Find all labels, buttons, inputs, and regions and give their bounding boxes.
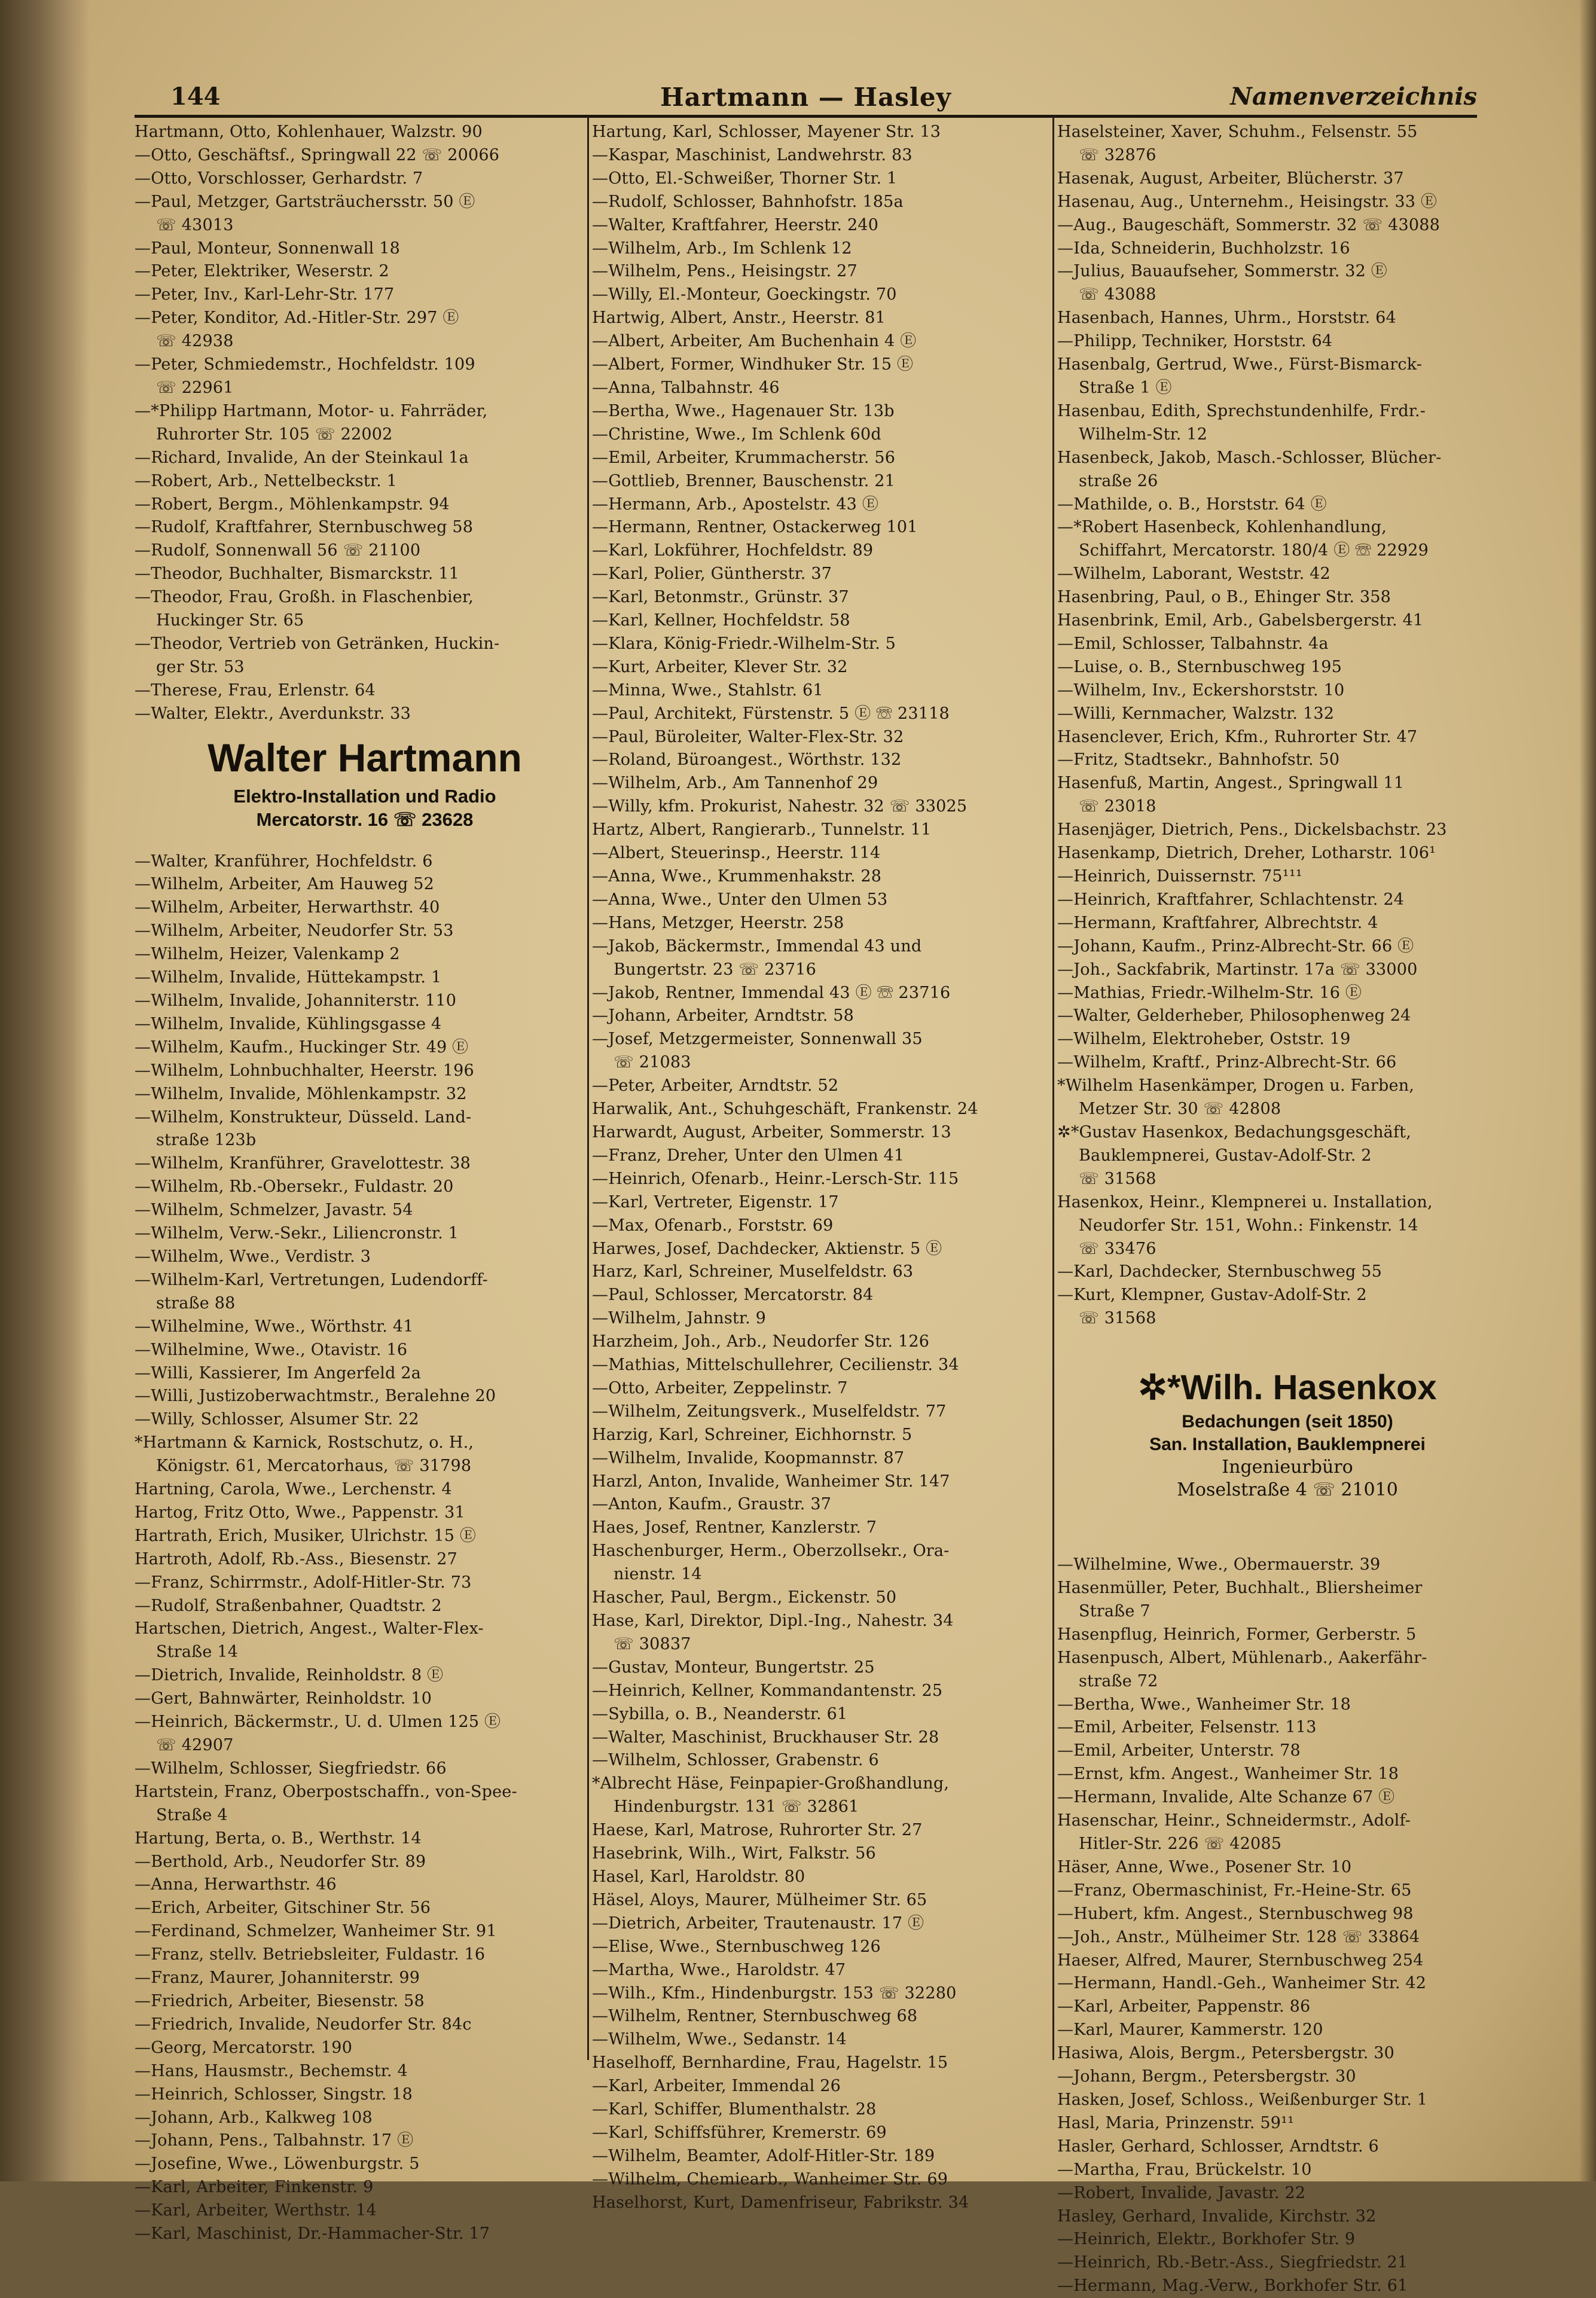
column-2 <box>592 121 1052 2215</box>
directory-entry: ✲*Gustav Hasenkox, Bedachungsgeschäft, <box>1057 1122 1411 1142</box>
directory-entry: —Hermann, Mag.-Verw., Borkhofer Str. 61 <box>1057 2276 1408 2296</box>
directory-entry: —Ernst, kfm. Angest., Wanheimer Str. 18 <box>1057 1765 1399 1784</box>
directory-entry: *Hartmann & Karnick, Rostschutz, o. H., <box>135 1433 474 1452</box>
directory-entry: —Wilhelm, Pens., Heisingstr. 27 <box>592 262 857 281</box>
directory-entry: Hasenmüller, Peter, Buchhalt., Bliersheimer <box>1057 1579 1423 1598</box>
directory-entry: Haschenburger, Herm., Oberzollsekr., Ora- <box>592 1542 950 1561</box>
directory-entry: —Peter, Arbeiter, Arndtstr. 52 <box>592 1076 839 1095</box>
directory-entry: straße 123b <box>156 1131 257 1150</box>
directory-entry: Hartning, Carola, Wwe., Lerchenstr. 4 <box>135 1480 452 1499</box>
directory-entry: —Emil, Arbeiter, Unterstr. 78 <box>1057 1741 1301 1760</box>
directory-entry: —Wilhelm, Wwe., Verdistr. 3 <box>135 1247 371 1266</box>
directory-entry: —Theodor, Buchhalter, Bismarckstr. 11 <box>135 564 460 584</box>
directory-entry: —Wilhelm, Konstrukteur, Düsseld. Land- <box>135 1107 472 1127</box>
directory-entry: —Wilhelm, Invalide, Hüttekampstr. 1 <box>135 968 442 987</box>
directory-entry: —Paul, Schlosser, Mercatorstr. 84 <box>592 1286 874 1305</box>
directory-entry: —Anna, Talbahnstr. 46 <box>592 378 780 397</box>
directory-entry: —Josef, Metzgermeister, Sonnenwall 35 <box>592 1030 923 1049</box>
directory-entry: Straße 7 <box>1079 1601 1151 1620</box>
directory-entry: —Heinrich, Ofenarb., Heinr.-Lersch-Str. 115 <box>592 1169 959 1188</box>
directory-entry: Hartschen, Dietrich, Angest., Walter-Flex- <box>135 1619 484 1638</box>
directory-entry: Hartung, Karl, Schlosser, Mayener Str. 13 <box>592 123 941 141</box>
directory-entry: —Karl, Lokführer, Hochfeldstr. 89 <box>592 541 874 560</box>
entry-list <box>592 121 1052 2215</box>
directory-entry: —Wilhelm, Verw.-Sekr., Liliencronstr. 1 <box>135 1224 459 1243</box>
directory-entry: —Wilhelm, Schlosser, Siegfriedstr. 66 <box>135 1759 447 1778</box>
directory-entry: ☏ 43013 <box>156 215 234 234</box>
directory-entry: —Emil, Schlosser, Talbahnstr. 4a <box>1057 634 1329 653</box>
directory-entry: —Josefine, Wwe., Löwenburgstr. 5 <box>135 2154 420 2174</box>
directory-entry: —Gottlieb, Brenner, Bauschenstr. 21 <box>592 471 896 490</box>
directory-entry: —Anna, Wwe., Krummenhakstr. 28 <box>592 867 882 886</box>
page-edge-shadow <box>1579 0 1596 2181</box>
directory-entry: —Willi, Kassierer, Im Angerfeld 2a <box>135 1363 422 1383</box>
directory-entry: —Wilhelm, Wwe., Sedanstr. 14 <box>592 2030 847 2049</box>
directory-entry: —Hermann, Handl.-Geh., Wanheimer Str. 42 <box>1057 1974 1427 1993</box>
directory-entry: —Kaspar, Maschinist, Landwehrstr. 83 <box>592 145 913 164</box>
directory-entry: Hartrath, Erich, Musiker, Ulrichstr. 15 Ⓔ <box>135 1526 477 1545</box>
directory-entry: —Wilhelm, Jahnstr. 9 <box>592 1309 767 1328</box>
directory-entry: ger Str. 53 <box>156 657 245 676</box>
directory-entry: straße 88 <box>156 1293 236 1313</box>
directory-entry: Wilhelm-Str. 12 <box>1079 425 1208 444</box>
directory-entry: —Paul, Büroleiter, Walter-Flex-Str. 32 <box>592 727 904 746</box>
directory-entry: Neudorfer Str. 151, Wohn.: Finkenstr. 14 <box>1079 1216 1418 1235</box>
directory-entry: —Martha, Wwe., Haroldstr. 47 <box>592 1960 846 1979</box>
directory-entry: —Heinrich, Kellner, Kommandantenstr. 25 <box>592 1681 943 1700</box>
directory-entry: —*Philipp Hartmann, Motor- u. Fahrräder, <box>135 401 488 420</box>
directory-entry: —Peter, Inv., Karl-Lehr-Str. 177 <box>135 285 395 304</box>
directory-entry: Haselhorst, Kurt, Damenfriseur, Fabrikstr. 34 <box>592 2193 969 2212</box>
directory-entry: straße 26 <box>1079 471 1158 490</box>
directory-entry: *Albrecht Häse, Feinpapier-Großhandlung, <box>592 1774 950 1793</box>
directory-entry: —Hans, Hausmstr., Bechemstr. 4 <box>135 2061 408 2080</box>
directory-entry: Hasenpflug, Heinrich, Former, Gerberstr. 5 <box>1057 1625 1417 1644</box>
directory-entry: Hartroth, Adolf, Rb.-Ass., Biesenstr. 27 <box>135 1549 457 1568</box>
ad-title: Walter Hartmann <box>207 735 522 780</box>
directory-entry: —Walter, Kranführer, Hochfeldstr. 6 <box>135 852 433 871</box>
directory-entry: —Hans, Metzger, Heerstr. 258 <box>592 913 844 932</box>
directory-entry: Hasken, Josef, Schloss., Weißenburger Str. 1 <box>1057 2090 1428 2109</box>
directory-entry: Häser, Anne, Wwe., Posener Str. 10 <box>1057 1857 1352 1876</box>
directory-entry: —Wilhelmine, Wwe., Wörthstr. 41 <box>135 1317 414 1336</box>
directory-entry: —Anna, Wwe., Unter den Ulmen 53 <box>592 890 888 909</box>
directory-entry: —Franz, Obermaschinist, Fr.-Heine-Str. 65 <box>1057 1881 1412 1900</box>
directory-entry: —Johann, Arb., Kalkweg 108 <box>135 2108 373 2127</box>
directory-entry: Hasenkox, Heinr., Klempnerei u. Installation, <box>1057 1192 1433 1211</box>
advertisement-walter-hartmann <box>135 726 595 850</box>
ad-line: San. Installation, Bauklempnerei <box>1149 1435 1426 1455</box>
column-divider <box>1052 117 1054 2060</box>
directory-entry: —Fritz, Stadtsekr., Bahnhofstr. 50 <box>1057 750 1340 770</box>
directory-entry: ☏ 32876 <box>1079 145 1156 164</box>
directory-entry: Hasebrink, Wilh., Wirt, Falkstr. 56 <box>592 1844 876 1863</box>
directory-entry: —Erich, Arbeiter, Gitschiner Str. 56 <box>135 1899 431 1918</box>
directory-entry: Hasenbach, Hannes, Uhrm., Horststr. 64 <box>1057 309 1396 328</box>
directory-entry: Hasenau, Aug., Unternehm., Heisingstr. 33 Ⓔ <box>1057 192 1438 211</box>
directory-entry: —Wilhelm, Zeitungsverk., Muselfeldstr. 77 <box>592 1402 947 1421</box>
directory-entry: —Otto, Vorschlosser, Gerhardstr. 7 <box>135 169 423 188</box>
directory-entry: —Dietrich, Invalide, Reinholdstr. 8 Ⓔ <box>135 1666 444 1685</box>
directory-entry: —Friedrich, Invalide, Neudorfer Str. 84c <box>135 2015 472 2034</box>
directory-entry: —Karl, Schiffer, Blumenthalstr. 28 <box>592 2100 877 2119</box>
entry-list <box>1057 121 1518 1330</box>
directory-entry: —Georg, Mercatorstr. 190 <box>135 2038 353 2057</box>
directory-entry: Bungertstr. 23 ☏ 23716 <box>614 960 817 979</box>
directory-entry: —Gert, Bahnwärter, Reinholdstr. 10 <box>135 1689 432 1708</box>
directory-entry: —Karl, Maurer, Kammerstr. 120 <box>1057 2021 1323 2040</box>
directory-entry: Hartmann, Otto, Kohlenhauer, Walzstr. 90 <box>135 123 483 141</box>
directory-entry: Hasenbeck, Jakob, Masch.-Schlosser, Blücher- <box>1057 448 1442 467</box>
directory-entry: —Richard, Invalide, An der Steinkaul 1a <box>135 448 469 467</box>
directory-entry: —Wilhelm, Invalide, Möhlenkampstr. 32 <box>135 1084 467 1103</box>
directory-entry: —Wilhelm-Karl, Vertretungen, Ludendorff- <box>135 1270 488 1289</box>
directory-entry: —Karl, Arbeiter, Werthstr. 14 <box>135 2201 377 2220</box>
directory-entry: —Friedrich, Arbeiter, Biesenstr. 58 <box>135 1991 425 2010</box>
directory-entry: —Heinrich, Rb.-Betr.-Ass., Siegfriedstr. 21 <box>1057 2253 1408 2272</box>
directory-entry: —Berthold, Arb., Neudorfer Str. 89 <box>135 1852 426 1871</box>
directory-entry: —Albert, Former, Windhuker Str. 15 Ⓔ <box>592 355 914 374</box>
directory-entry: Huckinger Str. 65 <box>156 611 304 630</box>
directory-entry: Hasenbrink, Emil, Arb., Gabelsbergerstr. 41 <box>1057 611 1424 630</box>
directory-entry: —Wilh., Kfm., Hindenburgstr. 153 ☏ 32280 <box>592 1983 957 2003</box>
directory-entry: ☏ 43088 <box>1079 285 1156 304</box>
directory-entry: Straße 14 <box>156 1643 239 1662</box>
directory-entry: Hasler, Gerhard, Schlosser, Arndtstr. 6 <box>1057 2137 1379 2156</box>
directory-entry: —Wilhelm, Beamter, Adolf-Hitler-Str. 189 <box>592 2146 935 2165</box>
directory-entry: Hasenkamp, Dietrich, Dreher, Lotharstr. 106¹ <box>1057 844 1436 863</box>
directory-entry: —Dietrich, Arbeiter, Trautenaustr. 17 Ⓔ <box>592 1914 924 1933</box>
directory-entry: Harwalik, Ant., Schuhgeschäft, Frankenstr. 24 <box>592 1100 978 1119</box>
directory-entry: Harwardt, August, Arbeiter, Sommerstr. 13 <box>592 1122 951 1142</box>
directory-entry: Hindenburgstr. 131 ☏ 32861 <box>614 1797 859 1817</box>
directory-entry: —Wilhelm, Chemiearb., Wanheimer Str. 69 <box>592 2169 948 2189</box>
directory-entry: Hasenclever, Erich, Kfm., Ruhrorter Str. 47 <box>1057 727 1418 746</box>
directory-entry: Straße 1 Ⓔ <box>1079 378 1172 397</box>
header-rule <box>135 115 1477 118</box>
directory-entry: —Paul, Architekt, Fürstenstr. 5 Ⓔ ☏ 23118 <box>592 704 950 723</box>
directory-entry: —Roland, Büroangest., Wörthstr. 132 <box>592 750 902 770</box>
directory-entry: —Karl, Dachdecker, Sternbuschweg 55 <box>1057 1262 1383 1281</box>
directory-entry: —Theodor, Frau, Großh. in Flaschenbier, <box>135 588 474 607</box>
directory-entry: —Karl, Maschinist, Dr.-Hammacher-Str. 17 <box>135 2224 490 2244</box>
directory-entry: —Franz, Maurer, Johanniterstr. 99 <box>135 1969 420 1988</box>
directory-entry: ☏ 31568 <box>1079 1169 1156 1188</box>
entry-list <box>1057 1554 1518 2298</box>
directory-entry: —Wilhelm, Arb., Im Schlenk 12 <box>592 239 852 258</box>
directory-entry: —Wilhelm, Kaufm., Huckinger Str. 49 Ⓔ <box>135 1037 469 1057</box>
directory-entry: —Emil, Arbeiter, Krummacherstr. 56 <box>592 448 896 467</box>
directory-entry: —Johann, Arbeiter, Arndtstr. 58 <box>592 1006 855 1026</box>
directory-entry: Hasenfuß, Martin, Angest., Springwall 11 <box>1057 774 1405 793</box>
directory-entry: Hasl, Maria, Prinzenstr. 59¹¹ <box>1057 2113 1295 2132</box>
directory-entry: ☏ 33476 <box>1079 1239 1156 1258</box>
directory-entry: —Johann, Kaufm., Prinz-Albrecht-Str. 66 Ⓔ <box>1057 936 1414 956</box>
directory-entry: —Therese, Frau, Erlenstr. 64 <box>135 680 376 700</box>
directory-entry: ☏ 23018 <box>1079 797 1156 816</box>
directory-entry: —Hermann, Arb., Apostelstr. 43 Ⓔ <box>592 495 879 514</box>
directory-entry: —Jakob, Bäckermstr., Immendal 43 und <box>592 936 922 956</box>
directory-entry: —Wilhelm, Schlosser, Grabenstr. 6 <box>592 1751 879 1770</box>
directory-entry: —Bertha, Wwe., Wanheimer Str. 18 <box>1057 1695 1351 1714</box>
directory-entry: ☏ 42907 <box>156 1736 234 1754</box>
directory-entry: Hartung, Berta, o. B., Werthstr. 14 <box>135 1829 422 1848</box>
directory-entry: —Karl, Schiffsführer, Kremerstr. 69 <box>592 2123 887 2142</box>
directory-entry: —Peter, Schmiedemstr., Hochfeldstr. 109 <box>135 355 475 374</box>
directory-entry: Harzl, Anton, Invalide, Wanheimer Str. 147 <box>592 1472 950 1491</box>
directory-entry: —Ferdinand, Schmelzer, Wanheimer Str. 91 <box>135 1922 497 1941</box>
directory-entry: —Bertha, Wwe., Hagenauer Str. 13b <box>592 401 895 420</box>
ad-line: Ingenieurbüro <box>1222 1457 1353 1478</box>
directory-entry: —Wilhelm, Kraftf., Prinz-Albrecht-Str. 66 <box>1057 1053 1397 1072</box>
directory-entry: —Wilhelm, Invalide, Koopmannstr. 87 <box>592 1448 905 1467</box>
directory-entry: —Klara, König-Friedr.-Wilhelm-Str. 5 <box>592 634 896 653</box>
directory-entry: ☏ 30837 <box>614 1634 691 1653</box>
directory-entry: Hasiwa, Alois, Bergm., Petersbergstr. 30 <box>1057 2044 1395 2063</box>
directory-entry: —Willi, Justizoberwachtmstr., Beralehne 20 <box>135 1387 496 1406</box>
directory-entry: —Minna, Wwe., Stahlstr. 61 <box>592 680 823 700</box>
directory-entry: ☏ 21083 <box>614 1053 691 1072</box>
entry-list <box>135 850 595 2246</box>
ad-line: Moselstraße 4 ☏ 21010 <box>1177 1479 1398 1501</box>
directory-entry: Harzig, Karl, Schreiner, Eichhornstr. 5 <box>592 1425 913 1444</box>
directory-entry: —Mathias, Mittelschullehrer, Cecilienstr. 34 <box>592 1356 959 1375</box>
directory-entry: Harwes, Josef, Dachdecker, Aktienstr. 5 Ⓔ <box>592 1239 942 1258</box>
directory-entry: Hitler-Str. 226 ☏ 42085 <box>1079 1835 1282 1853</box>
column-1 <box>135 121 595 2246</box>
directory-entry: —Luise, o. B., Sternbuschweg 195 <box>1057 657 1342 676</box>
directory-entry: —Wilhelm, Rentner, Sternbuschweg 68 <box>592 2007 918 2026</box>
directory-entry: —Theodor, Vertrieb von Getränken, Huckin- <box>135 634 500 653</box>
directory-entry: —Aug., Baugeschäft, Sommerstr. 32 ☏ 43088 <box>1057 215 1441 234</box>
directory-entry: —Willy, kfm. Prokurist, Nahestr. 32 ☏ 33025 <box>592 797 968 816</box>
directory-entry: Bauklempnerei, Gustav-Adolf-Str. 2 <box>1079 1146 1372 1165</box>
directory-entry: —Christine, Wwe., Im Schlenk 60d <box>592 425 881 444</box>
directory-entry: —Peter, Elektriker, Weserstr. 2 <box>135 262 389 281</box>
directory-entry: —Wilhelm, Kranführer, Gravelottestr. 38 <box>135 1154 471 1173</box>
directory-entry: nienstr. 14 <box>614 1565 702 1584</box>
directory-entry: Hasenjäger, Dietrich, Pens., Dickelsbachstr. 23 <box>1057 820 1447 840</box>
directory-entry: —Max, Ofenarb., Forststr. 69 <box>592 1216 834 1235</box>
directory-entry: —Walter, Maschinist, Bruckhauser Str. 28 <box>592 1728 939 1747</box>
page-header <box>135 83 1477 114</box>
directory-entry: —Franz, Dreher, Unter den Ulmen 41 <box>592 1146 905 1165</box>
directory-entry: —Wilhelm, Arbeiter, Herwarthstr. 40 <box>135 898 440 917</box>
directory-entry: Straße 4 <box>156 1805 228 1824</box>
directory-entry: Haselsteiner, Xaver, Schuhm., Felsenstr. 55 <box>1057 123 1418 141</box>
directory-entry: Hartz, Albert, Rangierarb., Tunnelstr. 11 <box>592 820 932 840</box>
directory-entry: —Kurt, Klempner, Gustav-Adolf-Str. 2 <box>1057 1286 1367 1305</box>
page-running-title: Hartmann — Hasley <box>660 83 952 112</box>
directory-entry: —Karl, Vertreter, Eigenstr. 17 <box>592 1192 839 1211</box>
directory-entry: —Elise, Wwe., Sternbuschweg 126 <box>592 1937 881 1956</box>
directory-entry: —Paul, Monteur, Sonnenwall 18 <box>135 239 400 258</box>
directory-entry: —Albert, Steuerinsp., Heerstr. 114 <box>592 844 881 863</box>
directory-entry: Hasenbau, Edith, Sprechstundenhilfe, Frdr.- <box>1057 401 1426 420</box>
directory-entry: —Karl, Kellner, Hochfeldstr. 58 <box>592 611 850 630</box>
directory-entry: —Sybilla, o. B., Neanderstr. 61 <box>592 1704 848 1723</box>
directory-entry: —Wilhelm, Lohnbuchhalter, Heerstr. 196 <box>135 1061 474 1080</box>
directory-entry: —Wilhelm, Elektroheber, Oststr. 19 <box>1057 1030 1351 1049</box>
page-number: 144 <box>170 83 221 111</box>
directory-entry: —Wilhelm, Inv., Eckershorststr. 10 <box>1057 680 1345 700</box>
directory-entry: Hasley, Gerhard, Invalide, Kirchstr. 32 <box>1057 2207 1377 2226</box>
directory-entry: —Franz, stellv. Betriebsleiter, Fuldastr. 16 <box>135 1945 486 1964</box>
directory-entry: Haese, Karl, Matrose, Ruhrorter Str. 27 <box>592 1821 923 1840</box>
directory-entry: —Hermann, Rentner, Ostackerweg 101 <box>592 518 918 537</box>
directory-entry: —Wilhelm, Arbeiter, Neudorfer Str. 53 <box>135 921 454 941</box>
directory-entry: —Wilhelmine, Wwe., Obermauerstr. 39 <box>1057 1555 1381 1574</box>
directory-entry: —Mathias, Friedr.-Wilhelm-Str. 16 Ⓔ <box>1057 983 1362 1002</box>
directory-entry: *Wilhelm Hasenkämper, Drogen u. Farben, <box>1057 1076 1415 1095</box>
directory-entry: ☏ 22961 <box>156 378 234 397</box>
directory-entry: Hasel, Karl, Haroldstr. 80 <box>592 1867 805 1886</box>
directory-entry: —Otto, Geschäftsf., Springwall 22 ☏ 20066 <box>135 145 500 164</box>
ad-line: Elektro-Installation und Radio <box>233 785 496 807</box>
directory-entry: —Wilhelm, Invalide, Johanniterstr. 110 <box>135 991 457 1010</box>
directory-entry: —Willy, El.-Monteur, Goeckingstr. 70 <box>592 285 897 304</box>
directory-entry: Harz, Karl, Schreiner, Muselfeldstr. 63 <box>592 1262 914 1281</box>
directory-entry: —Walter, Gelderheber, Philosophenweg 24 <box>1057 1006 1411 1026</box>
directory-entry: —Heinrich, Schlosser, Singstr. 18 <box>135 2085 413 2104</box>
directory-entry: —Otto, El.-Schweißer, Thorner Str. 1 <box>592 169 898 188</box>
book-spine-shadow <box>0 0 90 2181</box>
directory-entry: ☏ 42938 <box>156 332 234 351</box>
directory-entry: Hartog, Fritz Otto, Wwe., Pappenstr. 31 <box>135 1503 465 1522</box>
directory-entry: Königstr. 61, Mercatorhaus, ☏ 31798 <box>156 1457 472 1476</box>
directory-entry: —Willi, Kernmacher, Walzstr. 132 <box>1057 704 1335 723</box>
directory-entry: —Rudolf, Schlosser, Bahnhofstr. 185a <box>592 192 904 211</box>
directory-entry: Hasenschar, Heinr., Schneidermstr., Adolf- <box>1057 1811 1411 1830</box>
directory-entry: Haeser, Alfred, Maurer, Sternbuschweg 254 <box>1057 1951 1424 1970</box>
directory-entry: —Karl, Arbeiter, Finkenstr. 9 <box>135 2178 374 2197</box>
directory-entry: —Gustav, Monteur, Bungertstr. 25 <box>592 1658 875 1677</box>
directory-entry: —Willy, Schlosser, Alsumer Str. 22 <box>135 1410 419 1429</box>
directory-entry: —Heinrich, Duissernstr. 75¹¹¹ <box>1057 867 1302 886</box>
directory-entry: —Robert, Invalide, Javastr. 22 <box>1057 2183 1306 2202</box>
directory-entry: Harzheim, Joh., Arb., Neudorfer Str. 126 <box>592 1332 930 1351</box>
directory-entry: —Karl, Arbeiter, Immendal 26 <box>592 2077 841 2096</box>
section-title: Namenverzeichnis <box>1230 83 1477 111</box>
ad-line: Mercatorstr. 16 ☏ 23628 <box>256 808 474 830</box>
column-3 <box>1057 121 1518 2298</box>
directory-entry: —Emil, Arbeiter, Felsenstr. 113 <box>1057 1718 1317 1737</box>
directory-entry: —Wilhelm, Laborant, Weststr. 42 <box>1057 564 1330 584</box>
directory-entry: —Franz, Schirrmstr., Adolf-Hitler-Str. 73 <box>135 1573 472 1592</box>
directory-entry: —Hermann, Kraftfahrer, Albrechtstr. 4 <box>1057 913 1378 932</box>
directory-entry: —Joh., Anstr., Mülheimer Str. 128 ☏ 33864 <box>1057 1927 1420 1946</box>
directory-entry: —Rudolf, Straßenbahner, Quadtstr. 2 <box>135 1596 442 1615</box>
directory-entry: —Rudolf, Sonnenwall 56 ☏ 21100 <box>135 541 421 560</box>
directory-entry: Hartwig, Albert, Anstr., Heerstr. 81 <box>592 309 886 328</box>
directory-entry: Hartstein, Franz, Oberpostschaffn., von-Spee- <box>135 1782 517 1801</box>
directory-entry: ☏ 31568 <box>1079 1309 1156 1328</box>
directory-entry: Haselhoff, Bernhardine, Frau, Hagelstr. 15 <box>592 2053 948 2073</box>
directory-entry: —Kurt, Arbeiter, Klever Str. 32 <box>592 657 848 676</box>
directory-entry: Haes, Josef, Rentner, Kanzlerstr. 7 <box>592 1518 877 1537</box>
directory-entry: —Jakob, Rentner, Immendal 43 Ⓔ ☏ 23716 <box>592 983 951 1002</box>
directory-entry: —Paul, Metzger, Gartsträuchersstr. 50 Ⓔ <box>135 192 475 211</box>
directory-entry: —Karl, Betonmstr., Grünstr. 37 <box>592 588 849 607</box>
directory-entry: Hasenpusch, Albert, Mühlenarb., Aakerfähr- <box>1057 1648 1427 1667</box>
directory-entry: —Wilhelm, Heizer, Valenkamp 2 <box>135 945 400 964</box>
directory-entry: straße 72 <box>1079 1671 1158 1690</box>
directory-entry: Hasenbring, Paul, o B., Ehinger Str. 358 <box>1057 588 1391 607</box>
directory-entry: Ruhrorter Str. 105 ☏ 22002 <box>156 425 393 444</box>
directory-entry: —Hermann, Invalide, Alte Schanze 67 Ⓔ <box>1057 1788 1395 1807</box>
directory-entry: —Robert, Arb., Nettelbeckstr. 1 <box>135 471 398 490</box>
directory-entry: —Ida, Schneiderin, Buchholzstr. 16 <box>1057 239 1350 258</box>
directory-entry: —Rudolf, Kraftfahrer, Sternbuschweg 58 <box>135 518 474 537</box>
directory-entry: —*Robert Hasenbeck, Kohlenhandlung, <box>1057 518 1387 537</box>
directory-entry: Metzer Str. 30 ☏ 42808 <box>1079 1100 1281 1119</box>
entry-list <box>135 121 595 726</box>
directory-entry: —Heinrich, Kraftfahrer, Schlachtenstr. 24 <box>1057 890 1405 909</box>
directory-entry: —Wilhelmine, Wwe., Otavistr. 16 <box>135 1340 408 1359</box>
directory-entry: Häsel, Aloys, Maurer, Mülheimer Str. 65 <box>592 1890 927 1909</box>
directory-entry: —Otto, Arbeiter, Zeppelinstr. 7 <box>592 1378 848 1397</box>
directory-entry: —Heinrich, Bäckermstr., U. d. Ulmen 125 Ⓔ <box>135 1713 501 1732</box>
directory-entry: —Joh., Sackfabrik, Martinstr. 17a ☏ 33000 <box>1057 960 1418 979</box>
directory-entry: —Karl, Polier, Güntherstr. 37 <box>592 564 832 584</box>
advertisement-wilh-hasenkox <box>1057 1330 1518 1554</box>
directory-entry: Hascher, Paul, Bergm., Eickenstr. 50 <box>592 1588 897 1607</box>
directory-entry: Hasenak, August, Arbeiter, Blücherstr. 37 <box>1057 169 1404 188</box>
directory-entry: —Wilhelm, Rb.-Obersekr., Fuldastr. 20 <box>135 1177 454 1197</box>
directory-entry: —Anton, Kaufm., Graustr. 37 <box>592 1495 832 1514</box>
directory-entry: Hase, Karl, Direktor, Dipl.-Ing., Nahestr. 34 <box>592 1612 954 1630</box>
directory-entry: —Julius, Bauaufseher, Sommerstr. 32 Ⓔ <box>1057 262 1388 281</box>
directory-entry: —Mathilde, o. B., Horststr. 64 Ⓔ <box>1057 495 1327 514</box>
directory-entry: —Wilhelm, Invalide, Kühlingsgasse 4 <box>135 1014 442 1033</box>
directory-entry: —Peter, Konditor, Ad.-Hitler-Str. 297 Ⓔ <box>135 309 459 328</box>
directory-entry: —Wilhelm, Schmelzer, Javastr. 54 <box>135 1201 413 1220</box>
directory-entry: —Karl, Arbeiter, Pappenstr. 86 <box>1057 1997 1311 2016</box>
directory-entry: —Wilhelm, Arb., Am Tannenhof 29 <box>592 774 878 793</box>
directory-entry: —Walter, Elektr., Averdunkstr. 33 <box>135 704 411 723</box>
directory-entry: —Hubert, kfm. Angest., Sternbuschweg 98 <box>1057 1904 1414 1923</box>
directory-entry: —Johann, Pens., Talbahnstr. 17 Ⓔ <box>135 2131 414 2150</box>
directory-entry: Schiffahrt, Mercatorstr. 180/4 Ⓔ ☏ 22929 <box>1079 541 1429 560</box>
directory-entry: —Albert, Arbeiter, Am Buchenhain 4 Ⓔ <box>592 332 917 351</box>
directory-entry: —Philipp, Techniker, Horststr. 64 <box>1057 332 1333 351</box>
directory-entry: —Wilhelm, Arbeiter, Am Hauweg 52 <box>135 875 434 894</box>
directory-entry: —Robert, Bergm., Möhlenkampstr. 94 <box>135 495 450 514</box>
directory-entry: Hasenbalg, Gertrud, Wwe., Fürst-Bismarck- <box>1057 355 1423 374</box>
ad-line: Bedachungen (seit 1850) <box>1182 1412 1393 1432</box>
directory-entry: —Johann, Bergm., Petersbergstr. 30 <box>1057 2067 1356 2086</box>
directory-entry: —Anna, Herwarthstr. 46 <box>135 1875 337 1894</box>
directory-entry: —Walter, Kraftfahrer, Heerstr. 240 <box>592 215 879 234</box>
ad-title: ✲*Wilh. Hasenkox <box>1138 1368 1437 1408</box>
directory-entry: —Heinrich, Elektr., Borkhofer Str. 9 <box>1057 2230 1356 2249</box>
directory-entry: —Martha, Frau, Brückelstr. 10 <box>1057 2160 1312 2179</box>
